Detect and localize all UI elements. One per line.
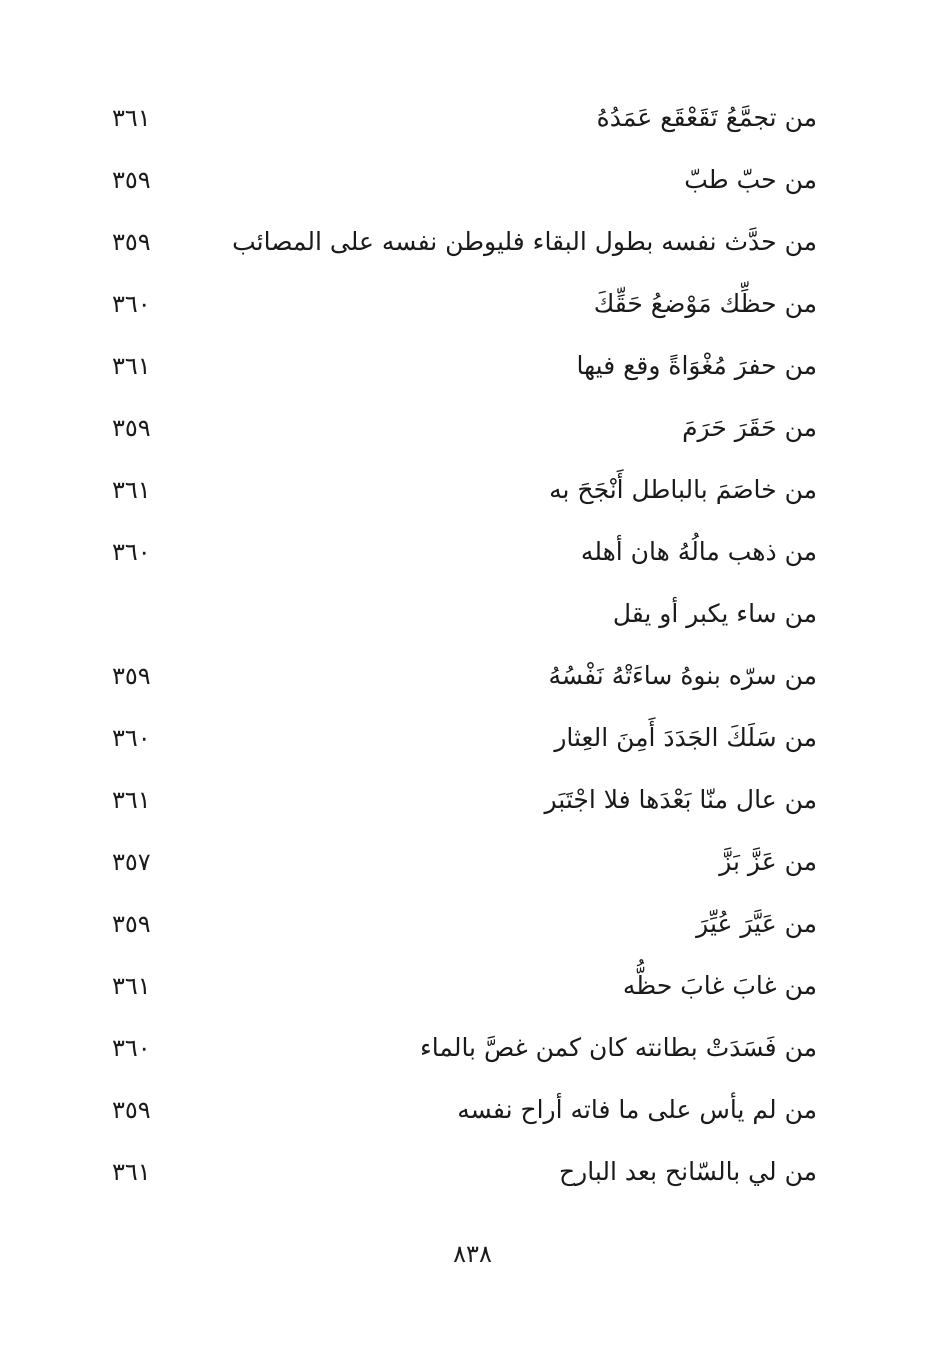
- list-item: [100, 956, 825, 1018]
- list-item: [100, 708, 825, 770]
- list-item: [100, 274, 825, 336]
- page-reference: ٣٦٠: [112, 724, 151, 752]
- proverb-text: من عَيَّرَ عُيِّرَ: [696, 909, 817, 938]
- proverb-text: من فَسَدَتْ بطانته كان كمن غصَّ بالماء: [420, 1033, 817, 1062]
- proverb-text: من حدَّث نفسه بطول البقاء فليوطن نفسه على المصائب: [232, 227, 817, 256]
- proverb-text: من غابَ غابَ حظُّه: [622, 971, 817, 1000]
- list-item: [100, 150, 825, 212]
- list-item: [100, 894, 825, 956]
- list-item: [100, 1080, 825, 1142]
- list-item: [100, 1018, 825, 1080]
- list-item: [100, 398, 825, 460]
- list-item: [100, 584, 825, 646]
- proverb-text: من حفرَ مُغْوَاةً وقع فيها: [576, 351, 817, 380]
- proverb-index-list: [100, 88, 825, 1204]
- proverb-text: من سرّه بنوهُ ساءَتْهُ نَفْسُهُ: [548, 661, 817, 690]
- page-reference: ٣٥٩: [112, 228, 151, 256]
- proverb-text: من لي بالسّانح بعد البارح: [559, 1157, 817, 1186]
- list-item: [100, 770, 825, 832]
- page-number: ٨٣٨: [453, 1240, 492, 1268]
- list-item: [100, 460, 825, 522]
- list-item: [100, 88, 825, 150]
- page-reference: ٣٦١: [112, 1158, 151, 1186]
- list-item: [100, 522, 825, 584]
- proverb-text: من عَزَّ بَزَّ: [719, 847, 817, 876]
- page-reference: ٣٦١: [112, 972, 151, 1000]
- proverb-text: من خاصَمَ بالباطل أَنْجَحَ به: [549, 475, 817, 504]
- page-reference: ٣٦١: [112, 786, 151, 814]
- page-reference: ٣٦٠: [112, 290, 151, 318]
- list-item: [100, 212, 825, 274]
- page-reference: ٣٥٩: [112, 414, 151, 442]
- list-item: [100, 336, 825, 398]
- page-reference: ٣٦١: [112, 104, 151, 132]
- proverb-text: من حظِّك مَوْضعُ حَقِّكَ: [593, 289, 817, 318]
- proverb-text: من ساء يكبر أو يقل: [612, 599, 817, 628]
- proverb-text: من ذهب مالُهُ هان أهله: [580, 537, 817, 566]
- list-item: [100, 646, 825, 708]
- proverb-text: من عال منّا بَعْدَها فلا اجْتَبَر: [544, 785, 817, 814]
- proverb-text: من سَلَكَ الجَدَدَ أَمِنَ العِثار: [554, 723, 817, 752]
- page-reference: ٣٦٠: [112, 1034, 151, 1062]
- page-reference: ٣٦١: [112, 352, 151, 380]
- proverb-text: من تجمَّعُ تَقَعْقَع عَمَدُهُ: [596, 103, 817, 132]
- page-reference: ٣٥٧: [112, 848, 151, 876]
- list-item: [100, 832, 825, 894]
- proverb-text: من لم يأس على ما فاته أراح نفسه: [457, 1095, 817, 1124]
- list-item: [100, 1142, 825, 1204]
- page-reference: ٣٥٩: [112, 662, 151, 690]
- page-reference: ٣٦٠: [112, 538, 151, 566]
- page-reference: ٣٥٩: [112, 910, 151, 938]
- proverb-text: من حَقَرَ حَرَمَ: [682, 413, 817, 442]
- page-reference: ٣٦١: [112, 476, 151, 504]
- page-reference: ٣٥٩: [112, 166, 151, 194]
- proverb-text: من حبّ طبّ: [684, 165, 817, 194]
- page-reference: ٣٥٩: [112, 1096, 151, 1124]
